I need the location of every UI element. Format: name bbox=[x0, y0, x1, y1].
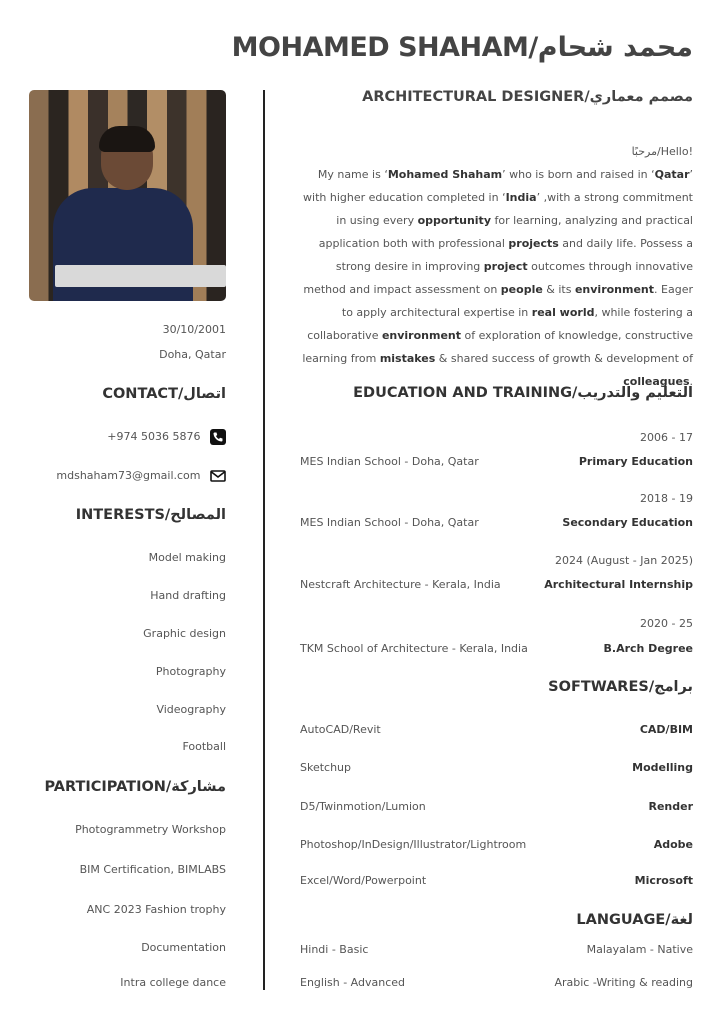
interest-item: Model making bbox=[148, 551, 226, 564]
greeting: مرحبًا/Hello! bbox=[631, 145, 693, 158]
education-level: Architectural Internship bbox=[544, 578, 693, 591]
profile-photo bbox=[29, 90, 226, 301]
language-item: Arabic -Writing & reading bbox=[554, 976, 693, 989]
participation-heading: PARTICIPATION/مشاركة bbox=[44, 779, 226, 795]
education-school: TKM School of Architecture - Kerala, India bbox=[300, 642, 528, 655]
education-years: 2006 - 17 bbox=[640, 431, 693, 444]
language-item: Hindi - Basic bbox=[300, 943, 369, 956]
software-category: Adobe bbox=[653, 838, 693, 851]
education-heading: EDUCATION AND TRAINING/التعليم والتدريب bbox=[353, 385, 693, 401]
interest-item: Football bbox=[182, 740, 226, 753]
contact-heading: CONTACT/اتصال bbox=[102, 386, 226, 402]
interest-item: Graphic design bbox=[143, 627, 226, 640]
softwares-heading: SOFTWARES/برامج bbox=[548, 679, 693, 695]
phone-number[interactable]: +974 5036 5876 bbox=[107, 430, 201, 443]
software-category: CAD/BIM bbox=[639, 723, 693, 736]
interest-item: Photography bbox=[155, 665, 226, 678]
software-category: Modelling bbox=[632, 761, 693, 774]
participation-item: Documentation bbox=[141, 941, 226, 954]
education-years: 2024 (August - Jan 2025) bbox=[555, 554, 693, 567]
mail-icon bbox=[210, 468, 226, 484]
education-level: Primary Education bbox=[578, 455, 693, 468]
participation-item: Intra college dance bbox=[120, 976, 226, 989]
education-school: Nestcraft Architecture - Kerala, India bbox=[300, 578, 501, 591]
software-tools: D5/Twinmotion/Lumion bbox=[300, 800, 426, 813]
education-school: MES Indian School - Doha, Qatar bbox=[300, 516, 479, 529]
location: Doha, Qatar bbox=[159, 348, 226, 361]
job-title: ARCHITECTURAL DESIGNER/مصمم معماري bbox=[362, 89, 693, 105]
software-tools: Excel/Word/Powerpoint bbox=[300, 874, 427, 887]
participation-item: Photogrammetry Workshop bbox=[75, 823, 226, 836]
software-tools: Sketchup bbox=[300, 761, 352, 774]
language-item: English - Advanced bbox=[300, 976, 406, 989]
software-category: Render bbox=[648, 800, 693, 813]
email-address[interactable]: mdshaham73@gmail.com bbox=[56, 469, 201, 482]
software-tools: AutoCAD/Revit bbox=[300, 723, 381, 736]
column-divider bbox=[263, 90, 265, 990]
phone-row bbox=[107, 429, 226, 445]
phone-icon bbox=[210, 429, 226, 445]
interest-item: Videography bbox=[156, 703, 226, 716]
software-category: Microsoft bbox=[634, 874, 693, 887]
interests-heading: INTERESTS/المصالح bbox=[75, 507, 226, 523]
education-school: MES Indian School - Doha, Qatar bbox=[300, 455, 479, 468]
email-row bbox=[56, 468, 226, 484]
about-paragraph: مرحبًا/Hello! My name is ‘Mohamed Shaham’ who is born and raised in ‘Qatar’ with higher education completed in ‘India’ ,with a strong commitment in using every opportunity for learning, analyzing and practical application both with professional projects and daily life. Possess a strong desire in improving project outcomes through innovative method and impact assessment on people & its environment. Eager to apply architectural expertise in real world, while fostering a collaborative environment of exploration of knowledge, constructive learning from mistakes & shared success of growth & development of colleagues. bbox=[298, 140, 693, 393]
education-level: B.Arch Degree bbox=[603, 642, 693, 655]
interest-item: Hand drafting bbox=[150, 589, 226, 602]
participation-item: BIM Certification, BIMLABS bbox=[79, 863, 226, 876]
language-item: Malayalam - Native bbox=[586, 943, 693, 956]
education-level: Secondary Education bbox=[562, 516, 693, 529]
software-tools: Photoshop/InDesign/Illustrator/Lightroom bbox=[300, 838, 527, 851]
resume-name: MOHAMED SHAHAM/محمد شحام bbox=[231, 32, 693, 63]
date-of-birth: 30/10/2001 bbox=[162, 323, 226, 336]
education-years: 2018 - 19 bbox=[640, 492, 693, 505]
participation-item: ANC 2023 Fashion trophy bbox=[86, 903, 226, 916]
education-years: 2020 - 25 bbox=[640, 617, 693, 630]
language-heading: LANGUAGE/لغة bbox=[576, 912, 693, 928]
